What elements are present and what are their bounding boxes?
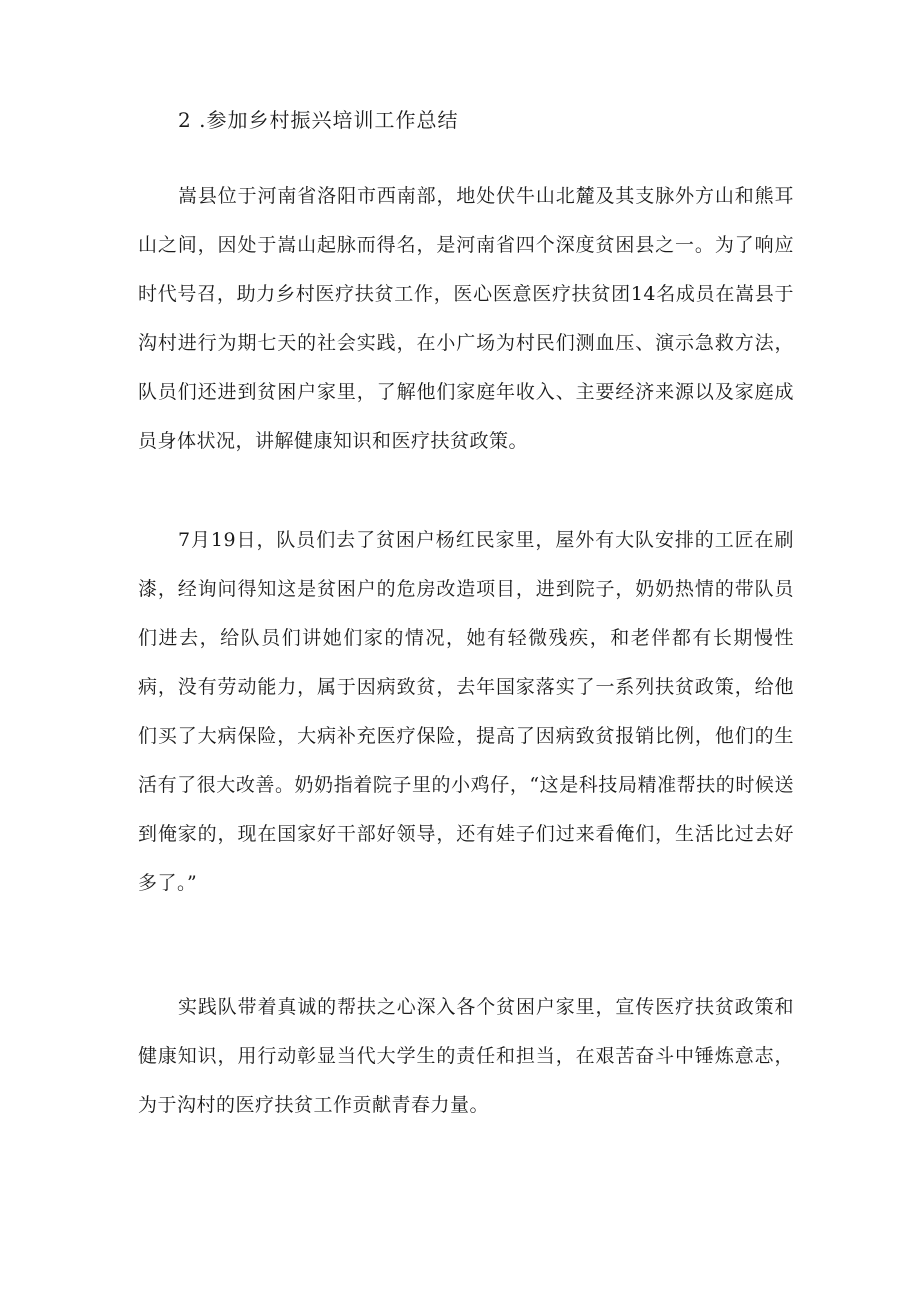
paragraph-visit: 7月19日，队员们去了贫困户杨红民家里，屋外有大队安排的工匠在刷漆，经询问得知这是贫困户的危房改造项目，进到院子，奶奶热情的带队员们进去，给队员们讲她们家的情况，她有轻微残疾，和老伴都有长期慢性病，没有劳动能力，属于因病致贫，去年国家落实了一系列扶贫政策，给他们买了大病保险，大病补充医疗保险，提高了因病致贫报销比例，他们的生活有了很大改善。奶奶指着院子里的小鸡仔，“这是科技局精准帮扶的时候送到俺家的，现在国家好干部好领导，还有娃子们过来看俺们，生活比过去好多了。” <box>138 529 794 894</box>
paragraph-intro: 嵩县位于河南省洛阳市西南部，地处伏牛山北麓及其支脉外方山和熊耳山之间，因处于嵩山起脉而得名，是河南省四个深度贫困县之一。为了响应时代号召，助力乡村医疗扶贫工作，医心医意医疗扶贫团14名成员在嵩县于沟村进行为期七天的社会实践，在小广场为村民们测血压、演示急救方法，队员们还进到贫困户家里，了解他们家庭年收入、主要经济来源以及家庭成员身体状况，讲解健康知识和医疗扶贫政策。 <box>138 185 794 452</box>
section-heading: 2 .参加乡村振兴培训工作总结 <box>178 108 459 132</box>
paragraph-conclusion: 实践队带着真诚的帮扶之心深入各个贫困户家里，宣传医疗扶贫政策和健康知识，用行动彰显当代大学生的责任和担当，在艰苦奋斗中锤炼意志，为于沟村的医疗扶贫工作贡献青春力量。 <box>138 996 794 1116</box>
